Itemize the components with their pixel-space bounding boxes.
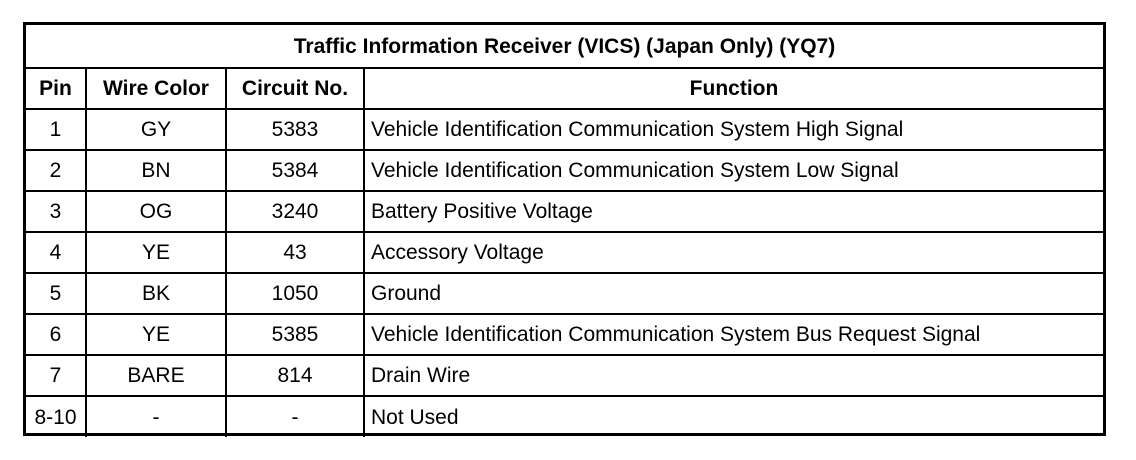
function-cell: Ground (364, 273, 1103, 314)
table-row (26, 150, 1103, 191)
circuit-no-cell: 5384 (226, 150, 364, 191)
header-pin: Pin (26, 68, 86, 109)
table-row (26, 109, 1103, 150)
wire-color-cell: BN (86, 150, 226, 191)
wire-color-cell: YE (86, 232, 226, 273)
function-cell: Not Used (364, 396, 1103, 437)
function-cell: Vehicle Identification Communication System Low Signal (364, 150, 1103, 191)
function-cell: Battery Positive Voltage (364, 191, 1103, 232)
table-row (26, 232, 1103, 273)
table-row (26, 191, 1103, 232)
pin-cell: 2 (26, 150, 86, 191)
table-header-row (26, 68, 1103, 109)
wire-color-cell: YE (86, 314, 226, 355)
wire-color-cell: BK (86, 273, 226, 314)
header-wire-color: Wire Color (86, 68, 226, 109)
wire-color-cell: BARE (86, 355, 226, 396)
table-row (26, 396, 1103, 437)
table-title: Traffic Information Receiver (VICS) (Japan Only) (YQ7) (26, 25, 1103, 68)
circuit-no-cell: 5385 (226, 314, 364, 355)
pin-cell: 5 (26, 273, 86, 314)
header-function: Function (364, 68, 1103, 109)
wire-color-cell: GY (86, 109, 226, 150)
circuit-no-cell: 3240 (226, 191, 364, 232)
circuit-no-cell: 43 (226, 232, 364, 273)
function-cell: Vehicle Identification Communication System High Signal (364, 109, 1103, 150)
pin-cell: 8-10 (26, 396, 86, 437)
table-row (26, 273, 1103, 314)
circuit-no-cell: 814 (226, 355, 364, 396)
table-row (26, 314, 1103, 355)
wire-color-cell: - (86, 396, 226, 437)
function-cell: Vehicle Identification Communication System Bus Request Signal (364, 314, 1103, 355)
circuit-no-cell: - (226, 396, 364, 437)
circuit-no-cell: 5383 (226, 109, 364, 150)
circuit-no-cell: 1050 (226, 273, 364, 314)
pin-cell: 6 (26, 314, 86, 355)
wire-color-cell: OG (86, 191, 226, 232)
function-cell: Drain Wire (364, 355, 1103, 396)
pin-cell: 3 (26, 191, 86, 232)
connector-pinout-table (23, 22, 1106, 436)
table-row (26, 355, 1103, 396)
pin-cell: 4 (26, 232, 86, 273)
function-cell: Accessory Voltage (364, 232, 1103, 273)
pin-cell: 1 (26, 109, 86, 150)
pinout-table (26, 25, 1103, 437)
pin-cell: 7 (26, 355, 86, 396)
table-title-row (26, 25, 1103, 68)
header-circuit-no: Circuit No. (226, 68, 364, 109)
